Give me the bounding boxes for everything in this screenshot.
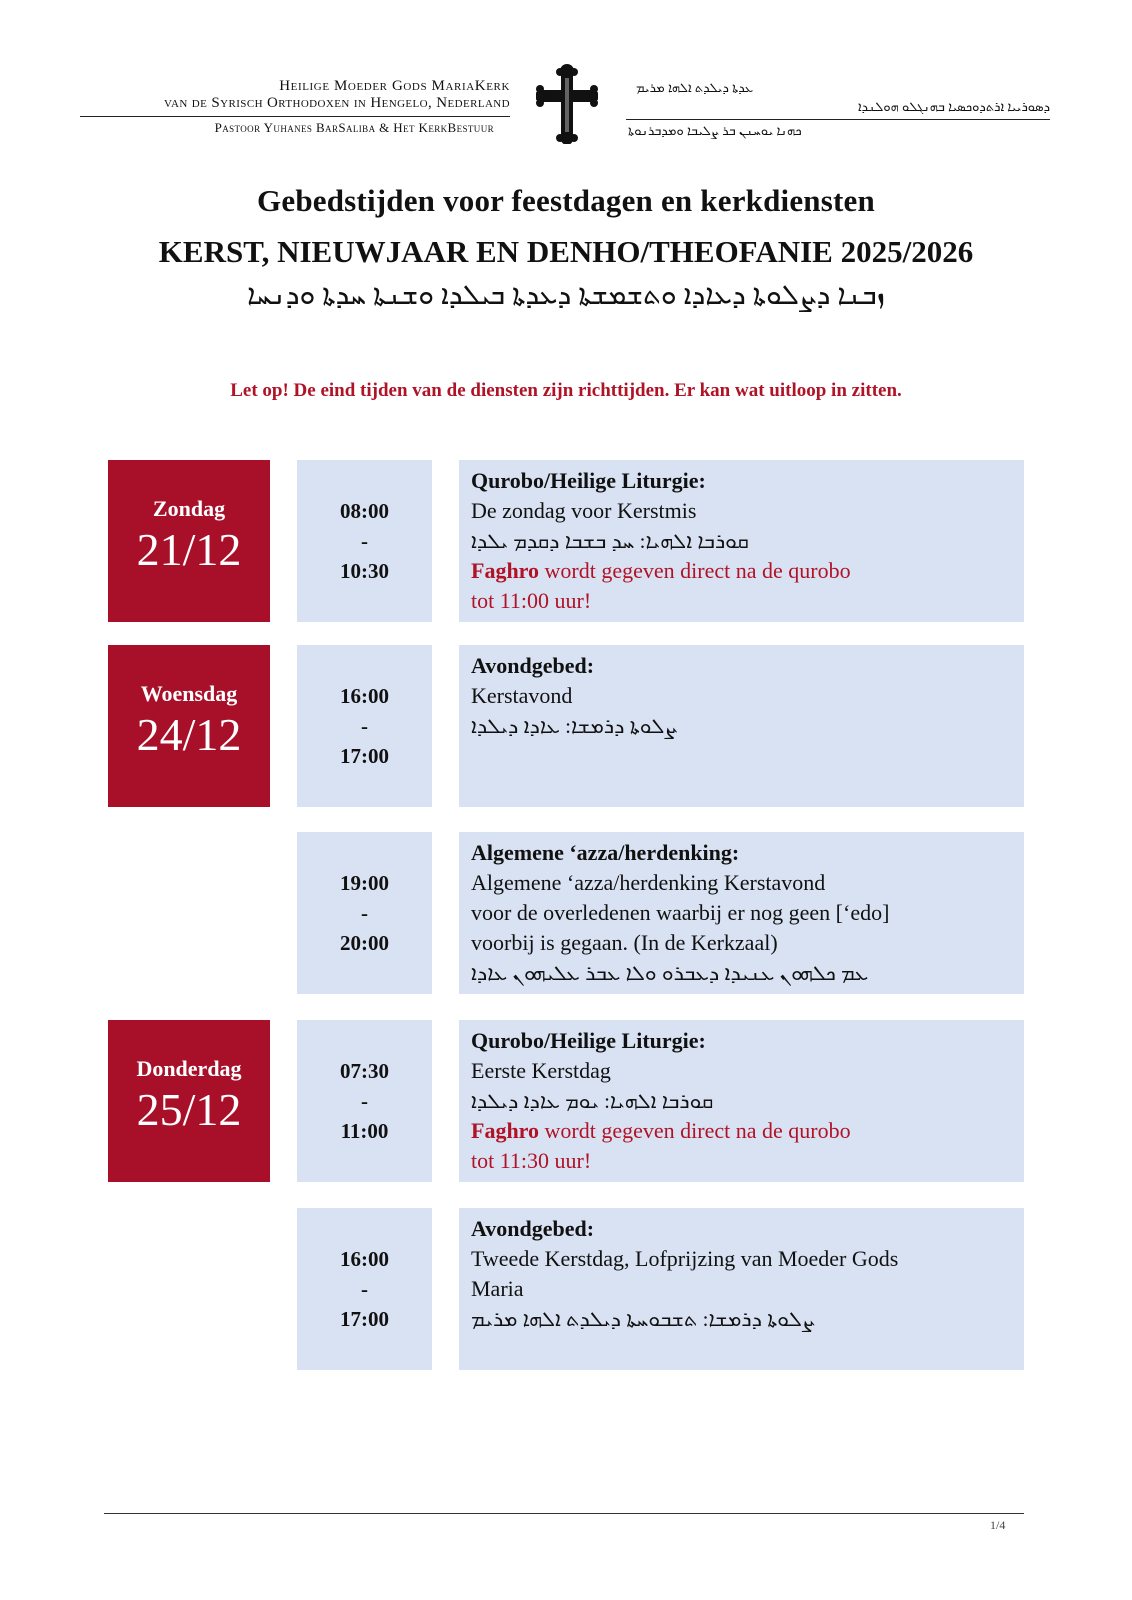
syriac-title: ܙܒܢܐ ܕܨܠܘܬܐ ܕܥܐܕܐ ܘܬܫܡܫܬܐ ܕܥܕܬܐ ܒܝܠܕܐ ܘܫܢܬܐ ܚܕܬܐ ܘܕܢܚܐ — [247, 280, 885, 311]
footer-divider — [104, 1513, 1024, 1514]
time-separator: - — [361, 901, 368, 925]
service-line: Eerste Kerstdag — [471, 1058, 611, 1083]
time-box — [297, 1208, 432, 1370]
service-description — [459, 460, 1024, 622]
faghro-text: wordt gegeven direct na de qurobo — [539, 558, 851, 583]
start-time: 16:00 — [340, 684, 389, 708]
faghro-time: tot 11:30 uur! — [471, 1148, 592, 1173]
church-name: Heilige Moeder Gods MariaKerk — [279, 78, 510, 94]
faghro-note — [471, 556, 1012, 586]
service-heading: Avondgebed: — [471, 653, 595, 678]
date-box — [108, 1020, 270, 1182]
faghro-time: tot 11:00 uur! — [471, 588, 592, 613]
church-location: van de Syrisch Orthodoxen in Hengelo, Nederland — [80, 95, 510, 117]
end-time: 17:00 — [340, 744, 389, 768]
syriac-pastor-line: ܟܗܢܐ ܝܘܚܢܢ ܒܪ ܨܠܝܒܐ ܘܡܕܒܪܢܘܬܐ — [628, 123, 802, 138]
start-time: 08:00 — [340, 499, 389, 523]
syriac-line: ܩܘܪܒܐ ܐܠܗܝܐ: ܚܕ ܒܫܒܐ ܕܩܕܡ ܝܠܕܐ — [471, 529, 749, 553]
syriac-church-location: ܕܣܘܪܝܝܐ ܐܪܬܕܘܟܣܝܐ ܒܗܢܓܠܘ ܗܘܠܢܕܐ — [626, 97, 1050, 120]
service-line: voor de overledenen waarbij er nog geen [‘edo] — [471, 900, 890, 925]
pastor-line: Pastoor Yuhanes BarSaliba & Het KerkBestuur — [214, 120, 494, 135]
service-heading: Algemene ‘azza/herdenking: — [471, 840, 740, 865]
day-label: Zondag — [152, 496, 226, 521]
notice-text: Let op! De eind tijden van de diensten zijn richttijden. Er kan wat uitloop in zitten. — [230, 380, 902, 401]
service-line: Maria — [471, 1276, 524, 1301]
syriac-line: ܩܘܪܒܐ ܐܠܗܝܐ: ܝܘܡ ܥܐܕܐ ܕܝܠܕܐ — [471, 1089, 714, 1113]
service-line: De zondag voor Kerstmis — [471, 498, 697, 523]
date-label: 24/12 — [136, 709, 242, 760]
time-separator: - — [361, 714, 368, 738]
service-line: Algemene ‘azza/herdenking Kerstavond — [471, 870, 826, 895]
service-description — [459, 645, 1024, 807]
end-time: 20:00 — [340, 931, 389, 955]
time-box — [297, 645, 432, 807]
end-time: 10:30 — [340, 559, 389, 583]
syriac-line: ܨܠܘܬܐ ܕܪܡܫܐ: ܥܐܕܐ ܕܝܠܕܐ — [471, 714, 678, 738]
day-label: Woensdag — [140, 681, 238, 706]
faghro-note — [471, 1116, 1012, 1146]
time-separator: - — [361, 529, 368, 553]
service-heading: Qurobo/Heilige Liturgie: — [471, 468, 706, 493]
service-line: Tweede Kerstdag, Lofprijzing van Moeder Gods — [471, 1246, 899, 1271]
date-box — [108, 645, 270, 807]
date-label: 25/12 — [136, 1084, 242, 1135]
service-heading: Qurobo/Heilige Liturgie: — [471, 1028, 706, 1053]
start-time: 07:30 — [340, 1059, 389, 1083]
end-time: 11:00 — [340, 1119, 389, 1143]
service-description — [459, 1020, 1024, 1182]
end-time: 17:00 — [340, 1307, 389, 1331]
service-description — [459, 1208, 1024, 1370]
syriac-church-name: ܥܕܬܐ ܕܝܠܕܬ ܐܠܗܐ ܡܪܝܡ — [636, 80, 754, 95]
cross-icon — [536, 64, 598, 144]
page-title: Gebedstijden voor feestdagen en kerkdiensten — [257, 183, 875, 218]
church-name-header — [80, 78, 510, 136]
service-line: Kerstavond — [471, 683, 573, 708]
faghro-label: Faghro — [471, 1118, 540, 1143]
date-box — [108, 460, 270, 622]
syriac-line: ܨܠܘܬܐ ܕܪܡܫܐ: ܬܫܒܘܚܬܐ ܕܝܠܕܬ ܐܠܗܐ ܡܪܝܡ — [471, 1307, 816, 1331]
time-separator: - — [361, 1089, 368, 1113]
page-number: 1/4 — [990, 1518, 1006, 1532]
service-line: voorbij is gegaan. (In de Kerkzaal) — [471, 930, 778, 955]
day-label: Donderdag — [136, 1056, 242, 1081]
time-separator: - — [361, 1277, 368, 1301]
syriac-header — [626, 78, 1050, 140]
page-subtitle: KERST, NIEUWJAAR EN DENHO/THEOFANIE 2025/2026 — [158, 234, 974, 269]
syriac-line: ܥܡ ܟܠܗܘܢ ܥܢܝܕܐ ܕܥܒܪܘ ܘܠܐ ܥܒܪ ܥܠܝܗܘܢ ܥܐܕܐ — [471, 961, 869, 985]
start-time: 19:00 — [340, 871, 389, 895]
service-description — [459, 832, 1024, 994]
time-box — [297, 1020, 432, 1182]
time-box — [297, 460, 432, 622]
faghro-text: wordt gegeven direct na de qurobo — [539, 1118, 851, 1143]
date-label: 21/12 — [136, 524, 242, 575]
start-time: 16:00 — [340, 1247, 389, 1271]
time-box — [297, 832, 432, 994]
faghro-label: Faghro — [471, 558, 540, 583]
service-heading: Avondgebed: — [471, 1216, 595, 1241]
